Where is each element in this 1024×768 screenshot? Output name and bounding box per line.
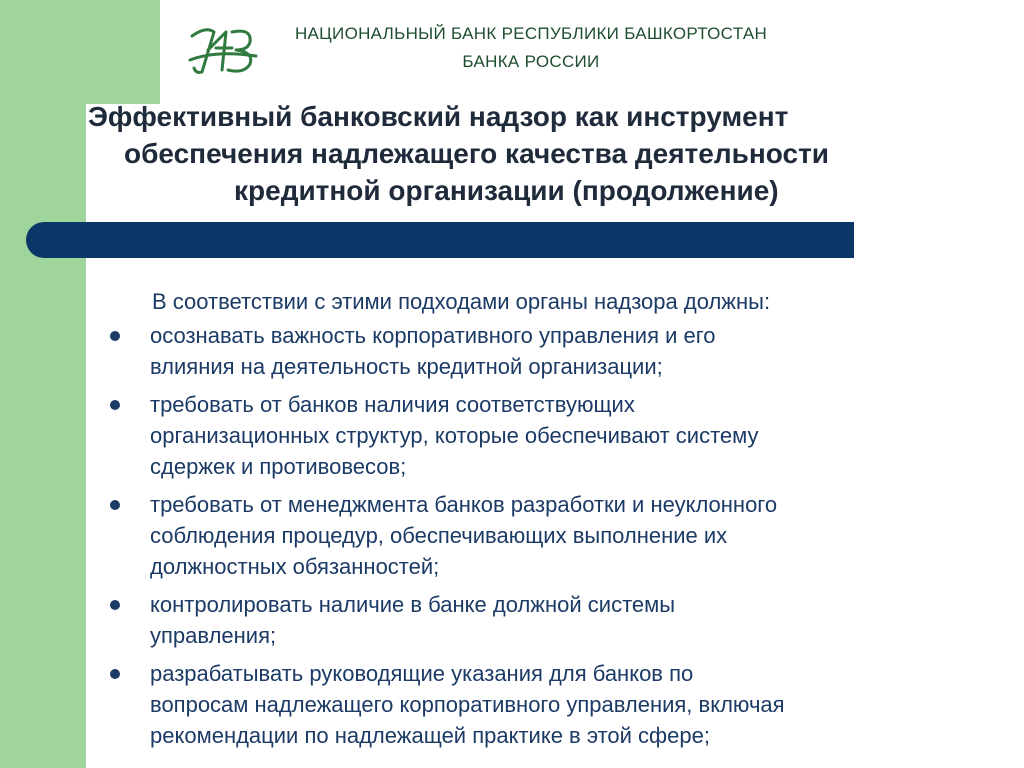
slide-title-line2: обеспечения надлежащего качества деятельности [124, 138, 829, 169]
list-item-line: контролировать наличие в банке должной системы [150, 592, 676, 617]
organization-name-line1: НАЦИОНАЛЬНЫЙ БАНК РЕСПУБЛИКИ БАШКОРТОСТАН [294, 24, 768, 43]
left-decor-bar [0, 0, 86, 768]
list-item-line: разрабатывать руководящие указания для банков по [150, 661, 694, 686]
list-item-line: требовать от банков наличия соответствующих [150, 392, 635, 417]
list-item [100, 589, 1000, 651]
list-item-line: вопросам надлежащего корпоративного управления, включая [150, 692, 785, 717]
slide-title-line3: кредитной организации (продолжение) [234, 175, 779, 206]
list-item [100, 389, 1000, 482]
top-left-decor-block [86, 0, 160, 104]
organization-name-line2: БАНКА РОССИИ [462, 52, 600, 71]
title-divider-bar [26, 222, 854, 258]
slide-title [88, 98, 1008, 209]
list-item-line: требовать от менеджмента банков разработки и неуклонного [150, 492, 778, 517]
list-item-line: рекомендации по надлежащей практике в этой сфере; [150, 723, 710, 748]
list-item-line: управления; [150, 623, 277, 648]
list-item-line: влияния на деятельность кредитной организации; [150, 354, 663, 379]
list-item-line: организационных структур, которые обеспечивают систему [150, 423, 759, 448]
bullet-icon [110, 400, 120, 410]
bullet-icon [110, 669, 120, 679]
list-item-line: должностных обязанностей; [150, 554, 440, 579]
list-item-line: соблюдения процедур, обеспечивающих выполнение их [150, 523, 728, 548]
intro-text: В соответствии с этими подходами органы надзора должны: [152, 289, 771, 314]
list-item [100, 320, 1000, 382]
bullet-icon [110, 600, 120, 610]
list-item-line: сдержек и противовесов; [150, 454, 407, 479]
organization-name [276, 20, 786, 76]
bank-logo-icon [186, 20, 260, 80]
list-item [100, 658, 1000, 751]
bullet-icon [110, 331, 120, 341]
slide-body [100, 286, 1000, 758]
bullet-icon [110, 500, 120, 510]
list-item-line: осознавать важность корпоративного управления и его [150, 323, 716, 348]
slide-title-line1: Эффективный банковский надзор как инструмент [88, 101, 789, 132]
list-item [100, 489, 1000, 582]
bullet-list [100, 320, 1000, 751]
